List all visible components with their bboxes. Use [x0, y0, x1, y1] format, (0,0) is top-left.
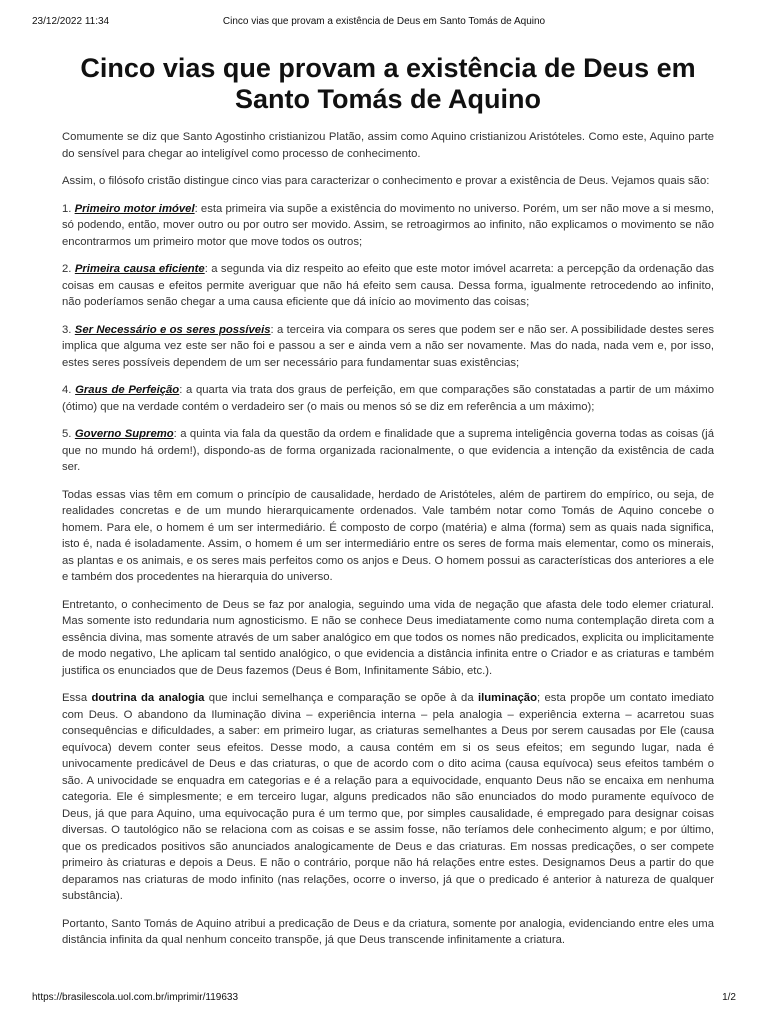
print-title: Cinco vias que provam a existência de Deus em Santo Tomás de Aquino [222, 16, 546, 27]
paragraph-doctrine [62, 690, 714, 905]
page-number: 1/2 [722, 992, 736, 1003]
way-term: Governo Supremo [74, 428, 174, 440]
paragraph-intro-1: Comumente se diz que Santo Agostinho cristianizou Platão, assim como Aquino cristianizou Aristóteles. Como este, Aquino parte do sensível para chegar ao inteligível como processo de conhecimento. [62, 131, 714, 160]
way-number: 4. [62, 384, 76, 396]
doctrine-term-illumination: iluminação [477, 692, 537, 704]
way-5 [62, 426, 714, 476]
way-term: Primeira causa eficiente [74, 263, 205, 275]
paragraph-intro-2: Assim, o filósofo cristão distingue cinco vias para caracterizar o conhecimento e provar a existência de Deus. Vejamos quais são: [62, 175, 710, 187]
way-term: Ser Necessário e os seres possíveis [74, 323, 271, 336]
print-footer [32, 992, 736, 1006]
way-text: : a terceira via compara os seres que podem ser e não ser. A possibilidade destes seres implica que alguma vez este ser não foi e passou a ser e ainda vem a não ser novamente. Mas do nada, nada vem e, por isso, estes seres possíveis dependem de um ser necessário para fundamentar suas existências; [62, 323, 714, 369]
way-text: : a quinta via fala da questão da ordem e finalidade que a suprema inteligência governa todas as coisas (já que no mundo há ordem!), dispondo-as de forma organizada racionalmente, o que evidencia a intenção da existência de cada ser. [62, 428, 714, 473]
way-number: 3. [62, 323, 75, 336]
way-text: : a quarta via trata dos graus de perfeição, em que comparações são constatadas a partir de um máximo (ótimo) que na verdade contém o verdadeiro ser (o mais ou menos só se diz em referência a um máximo); [62, 384, 714, 413]
print-date: 23/12/2022 11:34 [32, 16, 110, 27]
paragraph-conclusion: Portanto, Santo Tomás de Aquino atribui a predicação de Deus e da criatura, somente por analogia, evidenciando entre eles uma distância infinita da qual nenhum conceito transpõe, já que Deus transcende infinitamente a criatura. [62, 917, 714, 946]
way-3 [62, 322, 714, 372]
paragraph-causality: Todas essas vias têm em comum o princípio de causalidade, herdado de Aristóteles, além de partirem do empírico, ou seja, de realidades concretas e de um mundo hierarquicamente ordenados. Vale também notar como Tomás de Aquino concebe o homem. Para ele, o homem é um ser intermediário. É composto de corpo (matéria) e alma (forma) sem as quais nada significa, isto é, nada é isoladamente. Assim, o homem é um ser intermediário entre os seres de forma mais elementar, como os minerais, as plantas e os animais, e os seres mais perfeitos como os anjos e Deus. O homem possui as características dos anteriores a ele e também dos procedentes na hierarquia do universo. [62, 488, 714, 583]
article-title: Cinco vias que provam a existência de Deus em Santo Tomás de Aquino [80, 53, 696, 114]
way-number: 5. [62, 428, 75, 440]
way-term: Graus de Perfeição [75, 384, 180, 396]
doctrine-text-c: que inclui semelhança e comparação se opõe à da [204, 692, 478, 704]
doctrine-text-a: Essa [62, 692, 92, 704]
way-1 [62, 201, 714, 251]
paragraph-analogy: Entretanto, o conhecimento de Deus se faz por analogia, seguindo uma vida de negação que afasta dele todo elemer criatural. Mas somente isto redundaria num agnosticismo. E não se conhece Deus imediatamente como numa contemplação direta com a essência divina, mas somente através de um saber analógico em que todos os nomes não predicados, explicita ou implicitamente de modo negativo, Lhe aplicam tal sentido analógico, o que evidencia a distância infinita entre o Criador e as criaturas e também justifica os enunciados que de Deus fazemos (Deus é Bom, Infinitamente Sábio, etc.). [62, 598, 714, 677]
way-text: : a segunda via diz respeito ao efeito que este motor imóvel acarreta: a percepção da ordenação das coisas em causas e efeitos permite averiguar que não há efeito sem causa. Dessa forma, igualmente retrocedendo ao infinito, não poderíamos senão chegar a uma causa eficiente que dá início ao movimento das coisas; [62, 263, 714, 308]
way-term: Primeiro motor imóvel [74, 202, 195, 215]
way-number: 2. [62, 263, 75, 275]
article [62, 53, 714, 960]
way-2 [62, 261, 714, 311]
way-text: : esta primeira via supõe a existência do movimento no universo. Porém, um ser não move a si mesmo, só podendo, então, mover outro ou por outro ser movido. Assim, se retroagirmos ao infinito, não explicamos o movimento se não encontrarmos um primeiro motor que move todos os outros; [62, 202, 715, 248]
doctrine-text-e: ; esta propõe um contato imediato com Deus. O abandono da Iluminação divina – experiência interna – pela analogia – experiência externa – acarretou suas consequências e dificuldades, a saber: em primeiro lugar, as criaturas semelhantes a Deus por serem causadas por Ele (causa equívoca) devem conter seus efeitos. Desse modo, a causa contém em si os seus efeitos; em segundo lugar, nada é univocamente predicável de Deus e das criaturas, o que de acordo com o dito acima (causa equívoca) seus efeitos também o são. A univocidade se enquadra em categorias e é a relação para a equivocidade, enquanto Deus não se encaixa em nenhuma categoria. Ele é simplesmente; e em terceiro lugar, alguns predicados não são enunciados do modo puramente equívoco de Deus, já que para Aquino, uma equivocação pura é um termo que, por simples causalidade, é empregado para designar coisas diversas. O tautológico não se relaciona com as coisas e se assim fosse, não teríamos dele conhecimento algum; e por último, que os predicados positivos são anunciados analogicamente de Deus e das criaturas. Em nossas predicações, o ser compete primeiro às criaturas e depois a Deus. E não o contrário, porque não há relações entre estes. Designamos Deus a partir do que deparamos nas criaturas de modo infinito (nas relações, ocorre o inverso, já que o predicado é anterior à natureza de qualquer substância). [62, 692, 714, 902]
print-url[interactable]: https://brasilescola.uol.com.br/imprimir/119633 [32, 992, 239, 1003]
doctrine-term-analogy: doutrina da analogia [91, 692, 205, 704]
print-header [32, 16, 736, 30]
way-number: 1. [62, 202, 75, 215]
way-4 [62, 382, 714, 415]
